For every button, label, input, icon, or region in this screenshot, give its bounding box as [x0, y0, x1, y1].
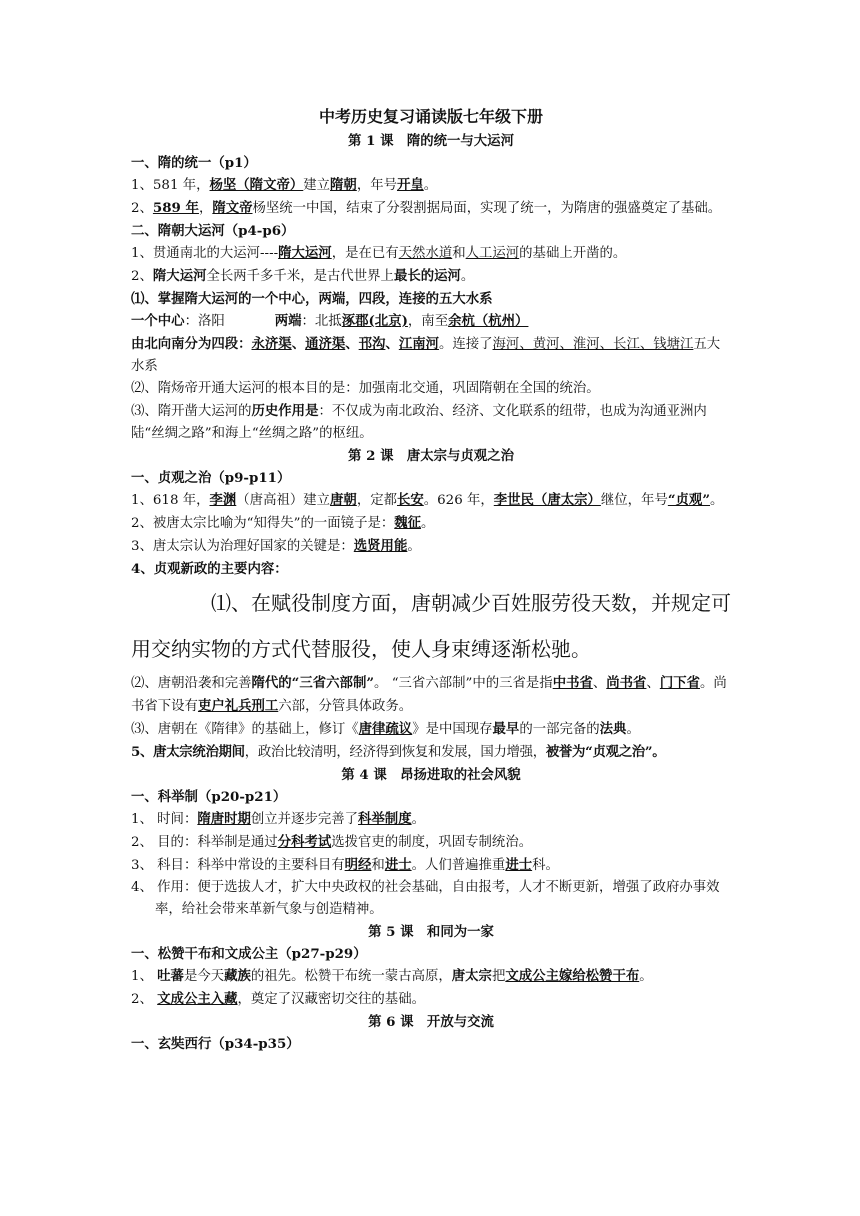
paragraph: 5、唐太宗统治期间，政治比较清明，经济得到恢复和发展，国力增强，被誉为“贞观之治”。	[131, 744, 666, 760]
paragraph: ⑶、隋开凿大运河的历史作用是：不仅成为南北政治、经济、文化联系的纽带，也成为沟通亚洲内陆“丝绸之路”和海上“丝绸之路”的枢纽。	[131, 403, 707, 441]
paragraph: 一个中心：洛阳 两端：北抵涿郡(北京)，南至余杭（杭州）	[131, 313, 529, 329]
paragraph: ⑵、隋炀帝开通大运河的根本目的是：加强南北交通，巩固隋朝在全国的统治。	[131, 381, 600, 396]
paragraph: ⑶、唐朝在《隋律》的基础上，修订《唐律疏议》是中国现存最早的一部完备的法典。	[131, 721, 640, 737]
paragraph: 由北向南分为四段：永济渠、通济渠、邗沟、江南河。连接了海河、黄河、淮河、长江、钱塘江五大水系	[131, 336, 721, 374]
list-item: 2、 文成公主入藏，奠定了汉藏密切交往的基础。	[131, 991, 425, 1007]
document-page	[131, 98, 731, 1055]
lesson-4-heading: 第 4 课 昂扬进取的社会风貌	[341, 767, 521, 783]
paragraph-large: 用交纳实物的方式代替服役，使人身束缚逐渐松驰。	[131, 637, 591, 661]
paragraph: 1、581 年，杨坚（隋文帝）建立隋朝，年号开皇。	[131, 177, 438, 193]
paragraph-large: ⑴、在赋役制度方面，唐朝减少百姓服劳役天数，并规定可	[211, 591, 731, 615]
list-item: 2、 目的：科举制是通过分科考试选拨官吏的制度，巩固专制统治。	[131, 834, 533, 850]
section-heading: 一、松赞干布和文成公主（p27-p29）	[131, 946, 367, 962]
paragraph: 3、唐太宗认为治理好国家的关键是：选贤用能。	[131, 538, 421, 554]
paragraph: 2、隋大运河全长两千多千米，是古代世界上最长的运河。	[131, 268, 475, 284]
lesson-6-heading: 第 6 课 开放与交流	[368, 1014, 494, 1030]
section-heading: 一、玄奘西行（p34-p35）	[131, 1036, 300, 1052]
paragraph: 4、贞观新政的主要内容：	[131, 561, 288, 577]
paragraph: ⑵、唐朝沿袭和完善隋代的“三省六部制”。 “三省六部制”中的三省是指中书省、尚书省、门下省。尚书省下设有吏户礼兵刑工六部，分管具体政务。	[131, 675, 727, 714]
lesson-1-heading: 第 1 课 隋的统一与大运河	[348, 133, 514, 149]
list-item: 1、 吐蕃是今天藏族的祖先。松赞干布统一蒙古高原，唐太宗把文成公主嫁给松赞干布。	[131, 968, 653, 984]
section-heading: 一、贞观之治（p9-p11）	[131, 470, 291, 486]
list-item: 4、 作用：便于选拔人才，扩大中央政权的社会基础，自由报考，人才不断更新，增强了政府办事效率，给社会带来革新气象与创造精神。	[131, 880, 720, 917]
section-heading: 二、隋朝大运河（p4-p6）	[131, 223, 295, 239]
paragraph: ⑴、掌握隋大运河的一个中心，两端，四段，连接的五大水系	[131, 291, 493, 307]
list-item: 3、 科目：科举中常设的主要科目有明经和进士。人们普遍推重进士科。	[131, 857, 559, 873]
document-title: 中考历史复习诵读版七年级下册	[318, 107, 543, 126]
section-heading: 一、隋的统一（p1）	[131, 155, 257, 171]
section-heading: 一、科举制（p20-p21）	[131, 789, 287, 805]
paragraph: 2、589 年，隋文帝杨坚统一中国，结束了分裂割据局面，实现了统一，为隋唐的强盛奠定了基础。	[131, 200, 722, 216]
lesson-5-heading: 第 5 课 和同为一家	[368, 924, 494, 940]
list-item: 1、 时间：隋唐时期创立并逐步完善了科举制度。	[131, 811, 425, 827]
paragraph: 1、618 年，李渊（唐高祖）建立唐朝，定都长安。626 年，李世民（唐太宗）继位，年号“贞观”。	[131, 492, 724, 508]
lesson-2-heading: 第 2 课 唐太宗与贞观之治	[348, 448, 514, 464]
paragraph: 1、贯通南北的大运河----隋大运河，是在已有天然水道和人工运河的基础上开凿的。	[131, 245, 627, 261]
paragraph: 2、被唐太宗比喻为“知得失”的一面镜子是：魏征。	[131, 515, 435, 531]
